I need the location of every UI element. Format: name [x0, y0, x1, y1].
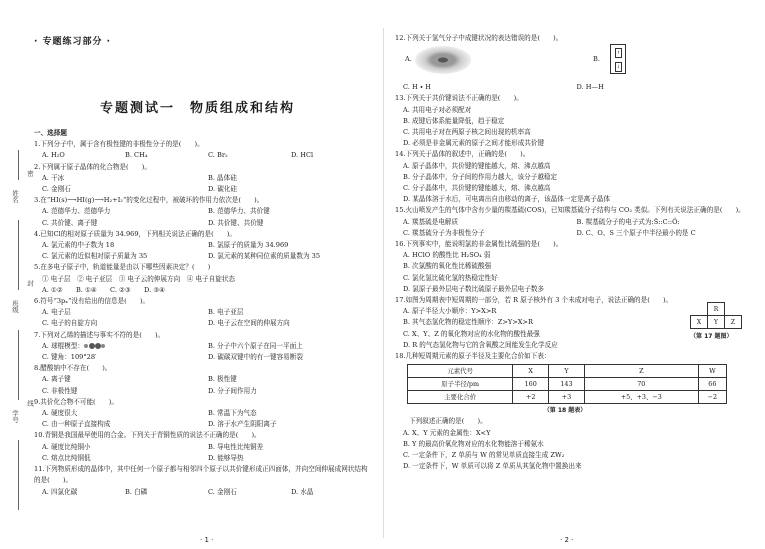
question-number: 16.: [395, 240, 406, 249]
option: B. 分子中六个原子在同一平面上: [208, 341, 303, 350]
question-stem-line: [395, 205, 750, 216]
question-stem: 下列事实中，能说明氯的非金属性比硫强的是( )。: [405, 240, 563, 249]
question-stem: 符号“3pₓ”没有给出的信息是( )。: [40, 297, 150, 306]
option: B. 羰基硫分子的电子式为:S̈::C::Ö:: [576, 217, 680, 226]
option: C. 非极性键: [42, 386, 78, 395]
option-block: [395, 105, 750, 150]
option: D. 分子间作用力: [208, 386, 257, 395]
option-row: [34, 419, 374, 430]
table-cell: 66: [698, 378, 726, 391]
question-8: [34, 363, 374, 397]
question-number: 10.: [34, 431, 45, 440]
table-cell: −2: [698, 391, 726, 404]
option: B. 常温下为气态: [208, 409, 257, 418]
option-line: B. 成键后体系能量降低，趋于稳定: [403, 116, 505, 125]
option-line: C. X、Y、Z 的氧化物对应的水化物的酸性最强: [403, 329, 540, 338]
margin-label-number: 学号: [11, 410, 19, 423]
question-stem: 下列关于共价键说法不正确的是( )。: [405, 94, 523, 103]
question-16: [395, 239, 750, 295]
question-stem-line: [34, 195, 374, 206]
table-header-cell: W: [698, 365, 726, 378]
option-line: C. 共用电子对在两原子核之间出现的机率高: [403, 128, 531, 137]
option: D. 碳碳双键中的有一键容易断裂: [208, 353, 303, 362]
option-line: D. 必须是非金属元素的原子之间才能形成共价键: [403, 139, 545, 148]
table-header-row: [408, 365, 727, 378]
option-label: B.: [593, 55, 600, 64]
option-block: [395, 428, 750, 473]
data-table: [407, 364, 727, 404]
question-4: [34, 229, 374, 263]
question-1: [34, 139, 374, 161]
question-stem: 醋酸钠中不存在( )。: [40, 364, 112, 373]
question-stem: 如图为周期表中短周期的一部分，若 R 原子核外有 3 个未成对电子，说法正确的是( )。: [405, 296, 673, 305]
question-18: [395, 351, 750, 472]
grid-empty: [725, 303, 742, 316]
option-line: B. Y 的最高价氧化物对应的水化物能溶于稀氨水: [403, 439, 544, 448]
question-stem-line: [395, 93, 750, 104]
orbital-box: ↑: [615, 48, 622, 58]
option-row: [34, 341, 374, 352]
table-cell: 70: [584, 378, 698, 391]
question-stem-line: [34, 139, 374, 150]
question-stem-line: [34, 430, 374, 441]
option-block: [395, 161, 750, 206]
table-cell: 主要化合价: [408, 391, 513, 404]
page-title: 专题测试一 物质组成和结构: [100, 101, 296, 116]
option: D. 碳化硅: [208, 185, 238, 194]
option-line: A. X、Y 元素的金属性：X<Y: [403, 428, 491, 437]
table-header-cell: X: [513, 365, 549, 378]
option-line: A. HClO 的酸性比 H₂SO₄ 弱: [403, 251, 491, 260]
option: A. 范德华力、范德华力: [42, 207, 111, 216]
option-line: A. 原子晶体中，共价键的键能越大，熔、沸点越高: [403, 161, 551, 170]
option: D. 溶于水产生阴阳离子: [208, 420, 277, 429]
question-stem: 几种短周期元素的原子半径及主要化合价如下表：: [405, 352, 551, 361]
option-row: [34, 206, 374, 217]
option-line: ① 电子层 ② 电子亚层 ③ 电子云的伸展方向 ④ 电子自旋状态: [42, 274, 236, 283]
option-line: D. 一定条件下，W 单质可以将 Z 单质从其氢化物中置换出来: [403, 462, 582, 471]
question-13: [395, 93, 750, 149]
option: D. H—H: [576, 83, 604, 92]
option-line: A. 原子半径大小顺序：Y>X>R: [403, 307, 497, 316]
question-stem: 在“HI(s)⟶HI(g)⟶H₂+I₂”的变化过程中，被破坏的作用力依次是( )。: [40, 196, 264, 205]
option-line: C. 氯化氢比硫化氢的热稳定性好: [403, 273, 498, 282]
option: A. 离子键: [42, 375, 71, 384]
option: D. 氯元素的某种同位素的质量数为 35: [208, 252, 321, 261]
table-row: [408, 378, 727, 391]
table-row: [408, 391, 727, 404]
question-10: [34, 430, 374, 464]
question-number: 4.: [34, 229, 41, 238]
option: B. 白磷: [125, 487, 148, 496]
grid-cell: Y: [708, 316, 725, 329]
option: B. 电子亚层: [208, 308, 244, 317]
question-stem-line: [395, 149, 750, 160]
question-12: [395, 33, 750, 93]
option: C. 由一种原子直接构成: [42, 420, 111, 429]
question-stem-line: [34, 229, 374, 240]
question-number: 15.: [395, 206, 406, 215]
option-row: [34, 173, 374, 184]
question-number: 3.: [34, 196, 41, 205]
option: C. 氯元素的近似相对原子质量为 35: [42, 252, 148, 261]
option-line: B. 次氯酸的氧化性比稀硫酸强: [403, 262, 492, 271]
option-row: [34, 307, 374, 318]
question-number: 17.: [395, 296, 406, 305]
option-row: [34, 318, 374, 329]
option-row: [34, 386, 374, 397]
option: C. 熔点比纯铜低: [42, 453, 91, 462]
option-line: B. 其气态氢化物的稳定性顺序：Z>Y>X>R: [403, 318, 533, 327]
option: D. HCl: [291, 151, 314, 160]
question-7: [34, 330, 374, 364]
option-row: [34, 453, 374, 464]
option-row: [395, 82, 750, 93]
option-line: C. 分子晶体中，共价键的键能越大，熔、沸点越高: [403, 184, 551, 193]
option-row: [34, 251, 374, 262]
option: A. 硬度很大: [42, 409, 78, 418]
page-number-left: · 1 ·: [200, 536, 214, 544]
option: C. Br₂: [208, 151, 228, 160]
grid-row: [691, 316, 742, 329]
question-stem: 下列分子中，属于含有极性键的非极性分子的是( )。: [40, 140, 204, 149]
table-cell: +3: [549, 391, 585, 404]
option: A. 干冰: [42, 173, 65, 182]
option: D. 能够导热: [208, 453, 244, 462]
option-row: [395, 228, 750, 239]
question-stem-line: [34, 330, 374, 341]
option: C. 键角：109°28′: [42, 353, 97, 362]
option: C. 羰基硫分子为非极性分子: [403, 228, 485, 237]
table-cell: +2: [513, 391, 549, 404]
question-3: [34, 195, 374, 229]
grid-empty: [691, 303, 708, 316]
option: C. H ∙ H: [403, 83, 431, 92]
option: C. 共价键、离子键: [42, 218, 98, 227]
question-stem: 在多电子原子中，轨道能量是由以下哪些因素决定？( ): [40, 263, 211, 272]
option-line: A. ①② B. ①④ C. ②③ D. ③④: [42, 285, 166, 294]
option-label: A.: [405, 55, 412, 64]
option: A. 羰基硫是电解质: [403, 217, 459, 226]
option: D. 共价键、共价键: [208, 218, 264, 227]
option: A. 电子层: [42, 308, 71, 317]
left-column: [34, 128, 374, 498]
question-6: [34, 296, 374, 330]
option: A. H₂O: [42, 151, 65, 160]
question-number: 2.: [34, 162, 41, 171]
question-2: [34, 162, 374, 196]
question-17: [395, 295, 750, 351]
table-cell: +5、+3、−3: [584, 391, 698, 404]
periodic-table-figure: [690, 302, 742, 342]
option-block: [395, 250, 750, 295]
table-header-cell: Z: [584, 365, 698, 378]
question-stem: 下列关于氢气分子中成键状况的表达错误的是( )。: [405, 34, 563, 42]
option-block: [395, 306, 750, 351]
table-cell: 160: [513, 378, 549, 391]
option: C. 金刚石: [42, 185, 71, 194]
option-line: B. 分子晶体中，分子间的作用力越大，该分子越稳定: [403, 172, 558, 181]
question-stem: 下列物质形成的晶体中，其中任何一个原子都与相邻四个原子以共价键形成正四面体，并向空间伸展成网状结构的是( )。: [34, 465, 368, 485]
question-stem-line: [34, 464, 374, 486]
grid-row: [691, 303, 742, 316]
table-cell: 143: [549, 378, 585, 391]
figure-caption: （第 17 题图）: [690, 333, 733, 341]
right-column: [395, 33, 750, 473]
option-row: [34, 487, 374, 498]
option-row: [34, 184, 374, 195]
table-header-cell: Y: [549, 365, 585, 378]
option: B. CH₄: [125, 151, 148, 160]
question-9: [34, 397, 374, 431]
option-line: D. R 的气态氢化物与它的含氧酸之间能发生化学反应: [403, 340, 558, 349]
question-5: [34, 262, 374, 296]
option: B. 范德华力、共价键: [208, 207, 270, 216]
option: A. 氯元素的中子数为 18: [42, 241, 115, 250]
electron-cloud-icon: [415, 46, 471, 74]
question-stem: 已知Cl的相对原子质量为 34.969，下列相关说法正确的是( )。: [40, 229, 237, 238]
option-row: [34, 352, 374, 363]
question-followup: 下列叙述正确的是( )。: [409, 417, 487, 426]
seal-char-3: 线: [26, 400, 34, 407]
question-number: 11.: [34, 465, 45, 474]
option: C. 金刚石: [208, 487, 237, 496]
grid-cell: X: [691, 316, 708, 329]
option-row: [34, 408, 374, 419]
question-number: 14.: [395, 150, 406, 159]
option-row: [395, 217, 750, 228]
question-stem-line: [34, 262, 374, 273]
orbital-figures: [395, 44, 750, 82]
orbital-box-diagram: [610, 44, 626, 74]
option: D. C、O、S 三个原子中半径最小的是 C: [576, 228, 696, 237]
question-number: 7.: [34, 330, 41, 339]
question-stem-line: [34, 397, 374, 408]
option-line: D. 某晶体溶于水后，可电离出自由移动的离子，该晶体一定是离子晶体: [403, 195, 611, 204]
question-number: 8.: [34, 364, 41, 373]
question-number: 5.: [34, 263, 41, 272]
question-number: 12.: [395, 34, 406, 42]
grid-cell: R: [708, 303, 725, 316]
section-header: · 专题练习部分 ·: [34, 37, 112, 47]
option-row: [34, 442, 374, 453]
page-divider: [383, 28, 384, 538]
question-number: 18.: [395, 352, 406, 361]
orbital-box: ↓: [615, 62, 622, 72]
option-row: [34, 240, 374, 251]
question-stem-line: [34, 296, 374, 307]
option: B. 极性键: [208, 375, 237, 384]
option-row: [34, 150, 374, 161]
question-stem: 下列关于晶体的叙述中，正确的是( )。: [405, 150, 530, 159]
table-cell: 原子半径/pm: [408, 378, 513, 391]
question-number: 1.: [34, 140, 41, 149]
option-line: C. 一定条件下，Z 单质与 W 的常见单质直接生成 ZW₂: [403, 451, 565, 460]
option: B. 氯原子的质量为 34.969: [208, 241, 289, 250]
question-number: 6.: [34, 297, 41, 306]
option: B. 导电性比纯铜差: [208, 442, 264, 451]
question-stem: 下列属于原子晶体的化合物是( )。: [40, 162, 151, 171]
seal-char-1: 密: [26, 170, 34, 177]
binding-margin: [8, 150, 34, 520]
option: A. 四氯化碳: [42, 487, 78, 496]
question-stem-line: [395, 351, 750, 362]
question-stem: 青铜是我国最早使用的合金。下列关于青铜性质的说法不正确的是( )。: [44, 431, 261, 440]
question-stem-line: [34, 363, 374, 374]
option: A. 硬度比纯铜小: [42, 442, 91, 451]
margin-label-name: 姓名: [11, 190, 19, 203]
option: C. 电子的自旋方向: [42, 319, 98, 328]
periodic-table-grid: [690, 302, 742, 329]
option-row: [34, 374, 374, 385]
question-14: [395, 149, 750, 205]
question-stem-line: [34, 162, 374, 173]
option-label: A. 球棍模型：: [42, 341, 84, 350]
page-number-right: · 2 ·: [560, 536, 574, 544]
option-row: [34, 218, 374, 229]
option: [42, 341, 208, 352]
question-stem-line: [395, 239, 750, 250]
ball-stick-model-icon: [84, 342, 106, 350]
option: D. 水晶: [291, 487, 314, 496]
question-stem: 共价化合物不可能( )。: [40, 397, 118, 406]
table-header-cell: 元素代号: [408, 365, 513, 378]
seal-char-2: 封: [26, 280, 34, 287]
option-line: D. 氯原子最外层电子数比硫原子最外层电子数多: [403, 284, 545, 293]
question-number: 13.: [395, 94, 406, 103]
question-stem: 火山喷发产生的气体中含有少量的羰基硫(COS)，已知羰基硫分子结构与 CO₂ 类似。下列有关说法正确的是( )。: [405, 206, 745, 215]
margin-label-class: 班级: [11, 300, 19, 313]
option: B. 晶体硅: [208, 173, 237, 182]
grid-cell: Z: [725, 316, 742, 329]
question-11: [34, 464, 374, 498]
option: D. 电子云在空间的伸展方向: [208, 319, 290, 328]
question-number: 9.: [34, 397, 41, 406]
section-heading: 一、选择题: [34, 129, 67, 137]
table-caption: （第 18 题表）: [543, 407, 587, 415]
question-stem-line: [395, 33, 750, 44]
question-stem: 下列对乙烯的描述与事实不符的是( )。: [40, 330, 165, 339]
option-line: A. 共用电子对必须配对: [403, 105, 472, 114]
question-15: [395, 205, 750, 239]
